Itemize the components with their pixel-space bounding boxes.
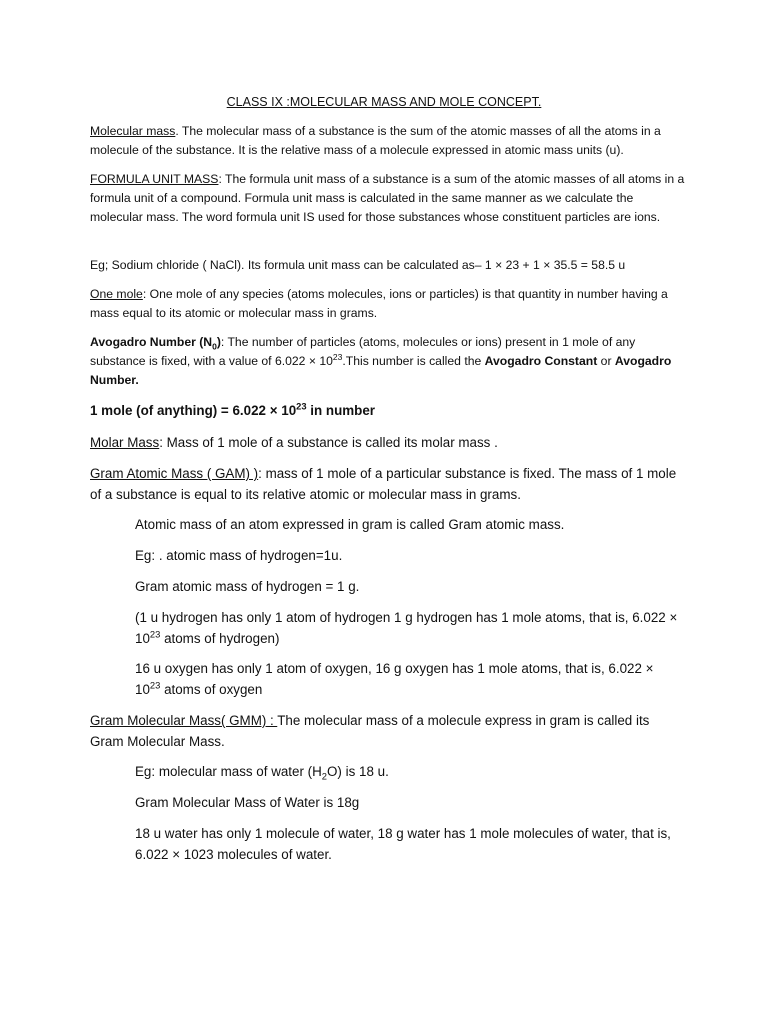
avogadro-paragraph: Avogadro Number $(N_0)$: The number of particles (atoms, molecules or ions) present in 1 mole of any substance is fixed, with a value of $6.022 \times 10^{23}.This$ number is called the Avogadro Constant or Avogadro Number. [90,335,672,387]
formula-unit-mass-text: : The formula unit mass of a substance is a sum of the atomic masses of all atoms in a formula unit of a compound. Formula unit mass is calculated in the same manner as we calculate the molecular mass. The word formula unit IS used for those substances whose constituent particles are ions. [90,172,685,224]
nacl-example: Eg; Sodium chloride ( NaCl). Its formula unit mass can be calculated as– 1 × 23 + 1 × 35.5 = 58.5 u [90,258,626,272]
gam-term: Gram Atomic Mass ( GAM) ) [90,466,259,481]
page-title: CLASS IX :MOLECULAR MASS AND MOLE CONCEPT. [226,95,542,109]
gmm-water: Gram Molecular Mass of Water is 18g [135,795,360,810]
gmm-text: The molecular mass of a molecule express in gram is called its Gram Molecular Mass. [90,713,650,749]
molecular-mass-term: Molecular mass [90,124,176,138]
one-mole-term: One mole [90,287,143,301]
gam-example: Eg: . atomic mass of hydrogen=1u. [135,548,343,563]
avogadro-constant: Avogadro Constant [484,354,598,368]
formula-unit-mass-paragraph [90,170,686,227]
gmm-term: Gram Molecular Mass( GMM) : [90,713,278,728]
hydrogen-note: (1 u hydrogen has only 1 atom of hydrogen 1 g hydrogen has 1 mole atoms, that is, $6.022 \times 10^{23}$ atoms of hydrogen) [135,610,678,646]
gam-text: : mass of 1 mole of a particular substance is fixed. The mass of 1 mole of a substance is equal to its relative atomic or molecular mass in grams. [90,466,677,502]
gmm-paragraph [90,710,680,752]
avogadro-term: Avogadro Number $(N_0)$ [90,335,221,352]
gam-paragraph [90,463,680,505]
gam-definition: Atomic mass of an atom expressed in gram is called Gram atomic mass. [135,517,565,532]
one-mole-paragraph [90,285,686,323]
molar-mass-term: Molar Mass [90,435,160,450]
water-note: 18 u water has only 1 molecule of water, 18 g water has 1 mole molecules of water, that is, 6.022 × 1023 molecules of water. [135,826,671,862]
gam-hydrogen: Gram atomic mass of hydrogen = 1 g. [135,579,360,594]
avogadro-number: Avogadro Number. [90,354,672,387]
one-mole-text: : One mole of any species (atoms molecules, ions or particles) is that quantity in number having a mass equal to its atomic or molecular mass in grams. [90,287,668,320]
molecular-mass-paragraph [90,122,686,160]
molar-mass-text: : Mass of 1 mole of a substance is called its molar mass . [159,435,498,450]
oxygen-note: 16 u oxygen has only 1 atom of oxygen, 16 g oxygen has 1 mole atoms, that is, $6.022 \times 10^{23}$ atoms of oxygen [135,661,654,697]
molar-mass-paragraph [90,432,680,453]
water-example: Eg: molecular mass of water $(H_2O)$ is 18 u. [135,764,389,782]
formula-unit-mass-term: FORMULA UNIT MASS [90,172,219,186]
mole-equation: 1 mole (of anything) = $6.022 \times 10^{23}$ in number [90,401,376,418]
molecular-mass-text: . The molecular mass of a substance is the sum of the atomic masses of all the atoms in a molecule of the substance. It is the relative mass of a molecule expressed in atomic mass units (u). [90,124,661,157]
